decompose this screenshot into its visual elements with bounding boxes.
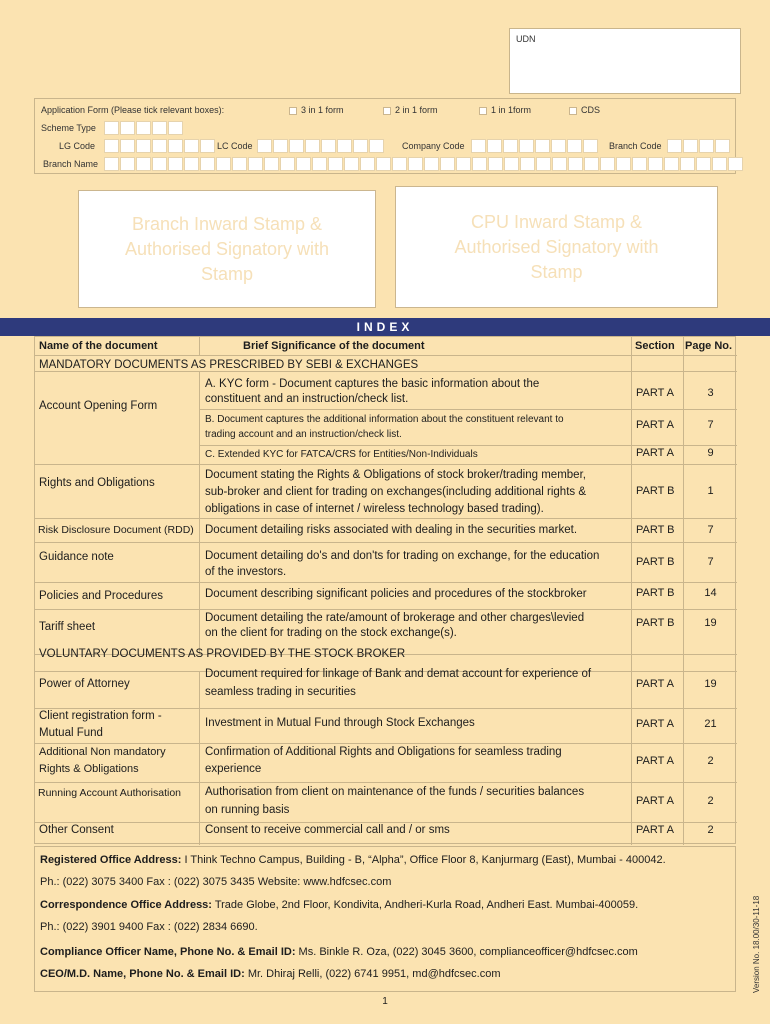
row-page: 19 bbox=[704, 678, 717, 690]
row-desc: Document describing significant policies and procedures of the stockbroker bbox=[205, 588, 587, 600]
row-desc: sub-broker and client for trading on exchanges(including additional rights & bbox=[205, 486, 587, 498]
row-desc: Document detailing risks associated with dealing in the securities market. bbox=[205, 524, 578, 536]
row-desc: on the client for trading on the stock exchange(s). bbox=[205, 627, 457, 639]
company-code-label: Company Code bbox=[402, 141, 465, 151]
lc-code-label: LC Code bbox=[217, 141, 253, 151]
compliance-officer: Compliance Officer Name, Phone No. & Email ID: Ms. Binkle R. Oza, (022) 3045 3600, complianceofficer@hdfcsec.com bbox=[40, 946, 638, 958]
page-number: 1 bbox=[382, 996, 388, 1007]
index-table bbox=[34, 336, 736, 844]
row-page: 19 bbox=[704, 617, 717, 629]
row-page: 7 bbox=[707, 419, 714, 431]
row-section: PART A bbox=[636, 678, 674, 690]
row-page: 21 bbox=[704, 718, 717, 730]
row-desc: Document stating the Rights & Obligations of stock broker/trading member, bbox=[205, 469, 586, 481]
row-name: Policies and Procedures bbox=[39, 590, 164, 602]
udn-box[interactable] bbox=[509, 28, 741, 94]
row-name: Running Account Authorisation bbox=[38, 787, 182, 799]
row-name: Tariff sheet bbox=[39, 621, 96, 633]
row-section: PART B bbox=[636, 524, 675, 536]
registered-office: Registered Office Address: I Think Techno Campus, Building - B, “Alpha”, Office Floor 8, Kanjurmarg (East), Mumbai - 400042. bbox=[40, 854, 666, 866]
version-note bbox=[736, 848, 761, 994]
lc-code-field[interactable] bbox=[257, 139, 385, 153]
row-section: PART A bbox=[636, 824, 674, 836]
row-desc: obligations in case of internet / wireless technology based trading). bbox=[205, 503, 544, 515]
row-name: Additional Non mandatory bbox=[39, 746, 166, 758]
row-desc: B. Document captures the additional information about the constituent relevant to bbox=[205, 414, 564, 425]
checkbox-cds[interactable] bbox=[569, 107, 577, 115]
header-name: Name of the document bbox=[39, 340, 158, 352]
row-desc: A. KYC form - Document captures the basic information about the bbox=[205, 378, 540, 390]
header-section: Section bbox=[635, 340, 675, 352]
row-page: 7 bbox=[707, 524, 714, 536]
branch-name-label: Branch Name bbox=[43, 159, 99, 169]
cpu-stamp-line-1: CPU Inward Stamp & bbox=[470, 211, 643, 232]
scheme-type-label: Scheme Type bbox=[41, 123, 96, 133]
contact-details-box bbox=[34, 846, 736, 992]
row-desc: Investment in Mutual Fund through Stock Exchanges bbox=[205, 717, 475, 729]
option-2in1[interactable]: 2 in 1 form bbox=[383, 105, 438, 115]
branch-code-field[interactable] bbox=[667, 139, 731, 153]
row-page: 7 bbox=[707, 556, 714, 568]
scheme-type-field[interactable] bbox=[104, 121, 184, 135]
row-desc: seamless trading in securities bbox=[205, 686, 356, 698]
row-desc: Confirmation of Additional Rights and Obligations for seamless trading bbox=[205, 746, 562, 758]
row-name: Rights and Obligations bbox=[39, 477, 155, 489]
row-desc: of the investors. bbox=[205, 566, 287, 578]
company-code-field[interactable] bbox=[471, 139, 599, 153]
mandatory-heading: MANDATORY DOCUMENTS AS PRESCRIBED BY SEBI & EXCHANGES bbox=[39, 359, 419, 371]
row-name: Other Consent bbox=[39, 824, 114, 836]
option-cds[interactable]: CDS bbox=[569, 105, 600, 115]
row-section: PART A bbox=[636, 447, 674, 459]
correspondence-phone: Ph.: (022) 3901 9400 Fax : (022) 2834 6690. bbox=[40, 921, 258, 933]
branch-stamp-line-3: Stamp bbox=[200, 263, 253, 284]
row-section: PART A bbox=[636, 795, 674, 807]
row-name: Power of Attorney bbox=[39, 678, 130, 690]
branch-code-label: Branch Code bbox=[609, 141, 662, 151]
branch-stamp-line-2: Authorised Signatory with bbox=[124, 238, 330, 259]
row-desc: Authorisation from client on maintenance of the funds / securities balances bbox=[205, 786, 585, 798]
row-name: Risk Disclosure Document (RDD) bbox=[38, 524, 194, 536]
row-page: 2 bbox=[707, 755, 714, 767]
row-page: 1 bbox=[707, 485, 714, 497]
row-name: Account Opening Form bbox=[39, 400, 158, 412]
application-form-box bbox=[34, 98, 736, 174]
header-significance: Brief Significance of the document bbox=[243, 340, 425, 352]
option-1in1[interactable]: 1 in 1form bbox=[479, 105, 531, 115]
row-name: Mutual Fund bbox=[39, 727, 103, 739]
row-page: 3 bbox=[707, 387, 714, 399]
row-section: PART A bbox=[636, 387, 674, 399]
branch-name-field[interactable] bbox=[104, 157, 744, 171]
row-page: 9 bbox=[707, 447, 714, 459]
row-section: PART A bbox=[636, 755, 674, 767]
row-desc: C. Extended KYC for FATCA/CRS for Entities/Non-Individuals bbox=[205, 449, 478, 460]
row-desc: trading account and an instruction/check list. bbox=[205, 429, 402, 440]
branch-stamp-line-1: Branch Inward Stamp & bbox=[131, 213, 323, 234]
row-desc: experience bbox=[205, 763, 262, 775]
ceo-md: CEO/M.D. Name, Phone No. & Email ID: Mr. Dhiraj Relli, (022) 6741 9951, md@hdfcsec.com bbox=[40, 968, 501, 980]
row-name: Rights & Obligations bbox=[39, 763, 139, 775]
row-section: PART B bbox=[636, 587, 675, 599]
row-section: PART A bbox=[636, 419, 674, 431]
cpu-inward-stamp-box[interactable] bbox=[395, 186, 718, 308]
index-title-bar: INDEX bbox=[0, 318, 770, 336]
row-desc: constituent and an instruction/check list. bbox=[205, 393, 409, 405]
lg-code-label: LG Code bbox=[59, 141, 96, 151]
row-section: PART B bbox=[636, 617, 675, 629]
row-section: PART B bbox=[636, 556, 675, 568]
checkbox-3in1[interactable] bbox=[289, 107, 297, 115]
row-desc: on running basis bbox=[205, 804, 290, 816]
registered-phone: Ph.: (022) 3075 3400 Fax : (022) 3075 3435 Website: www.hdfcsec.com bbox=[40, 876, 392, 888]
row-name: Guidance note bbox=[39, 551, 114, 563]
correspondence-office: Correspondence Office Address: Trade Globe, 2nd Floor, Kondivita, Andheri-Kurla Road, Andheri East. Mumbai-400059. bbox=[40, 899, 639, 911]
branch-inward-stamp-box[interactable] bbox=[78, 190, 376, 308]
version-text: Version No. 18.00/30-11-18 bbox=[752, 895, 761, 993]
cpu-stamp-line-3: Stamp bbox=[530, 261, 583, 282]
lg-code-field[interactable] bbox=[104, 139, 216, 153]
row-desc: Document detailing the rate/amount of brokerage and other charges\levied bbox=[205, 612, 585, 624]
header-page: Page No. bbox=[685, 340, 733, 352]
application-form-label: Application Form (Please tick relevant boxes): bbox=[41, 105, 225, 115]
row-page: 2 bbox=[707, 795, 714, 807]
row-section: PART A bbox=[636, 718, 674, 730]
checkbox-1in1[interactable] bbox=[479, 107, 487, 115]
row-desc: Document detailing do's and don'ts for trading on exchange, for the education bbox=[205, 550, 600, 562]
row-page: 14 bbox=[704, 587, 717, 599]
row-desc: Consent to receive commercial call and / or sms bbox=[205, 824, 450, 836]
cpu-stamp-line-2: Authorised Signatory with bbox=[454, 236, 659, 257]
row-page: 2 bbox=[707, 824, 714, 836]
checkbox-2in1[interactable] bbox=[383, 107, 391, 115]
row-section: PART B bbox=[636, 485, 675, 497]
row-desc: Document required for linkage of Bank and demat account for experience of bbox=[205, 668, 592, 680]
voluntary-heading: VOLUNTARY DOCUMENTS AS PROVIDED BY THE STOCK BROKER bbox=[39, 648, 406, 660]
udn-label: UDN bbox=[516, 34, 536, 44]
option-3in1[interactable]: 3 in 1 form bbox=[289, 105, 344, 115]
row-name: Client registration form - bbox=[39, 710, 162, 722]
